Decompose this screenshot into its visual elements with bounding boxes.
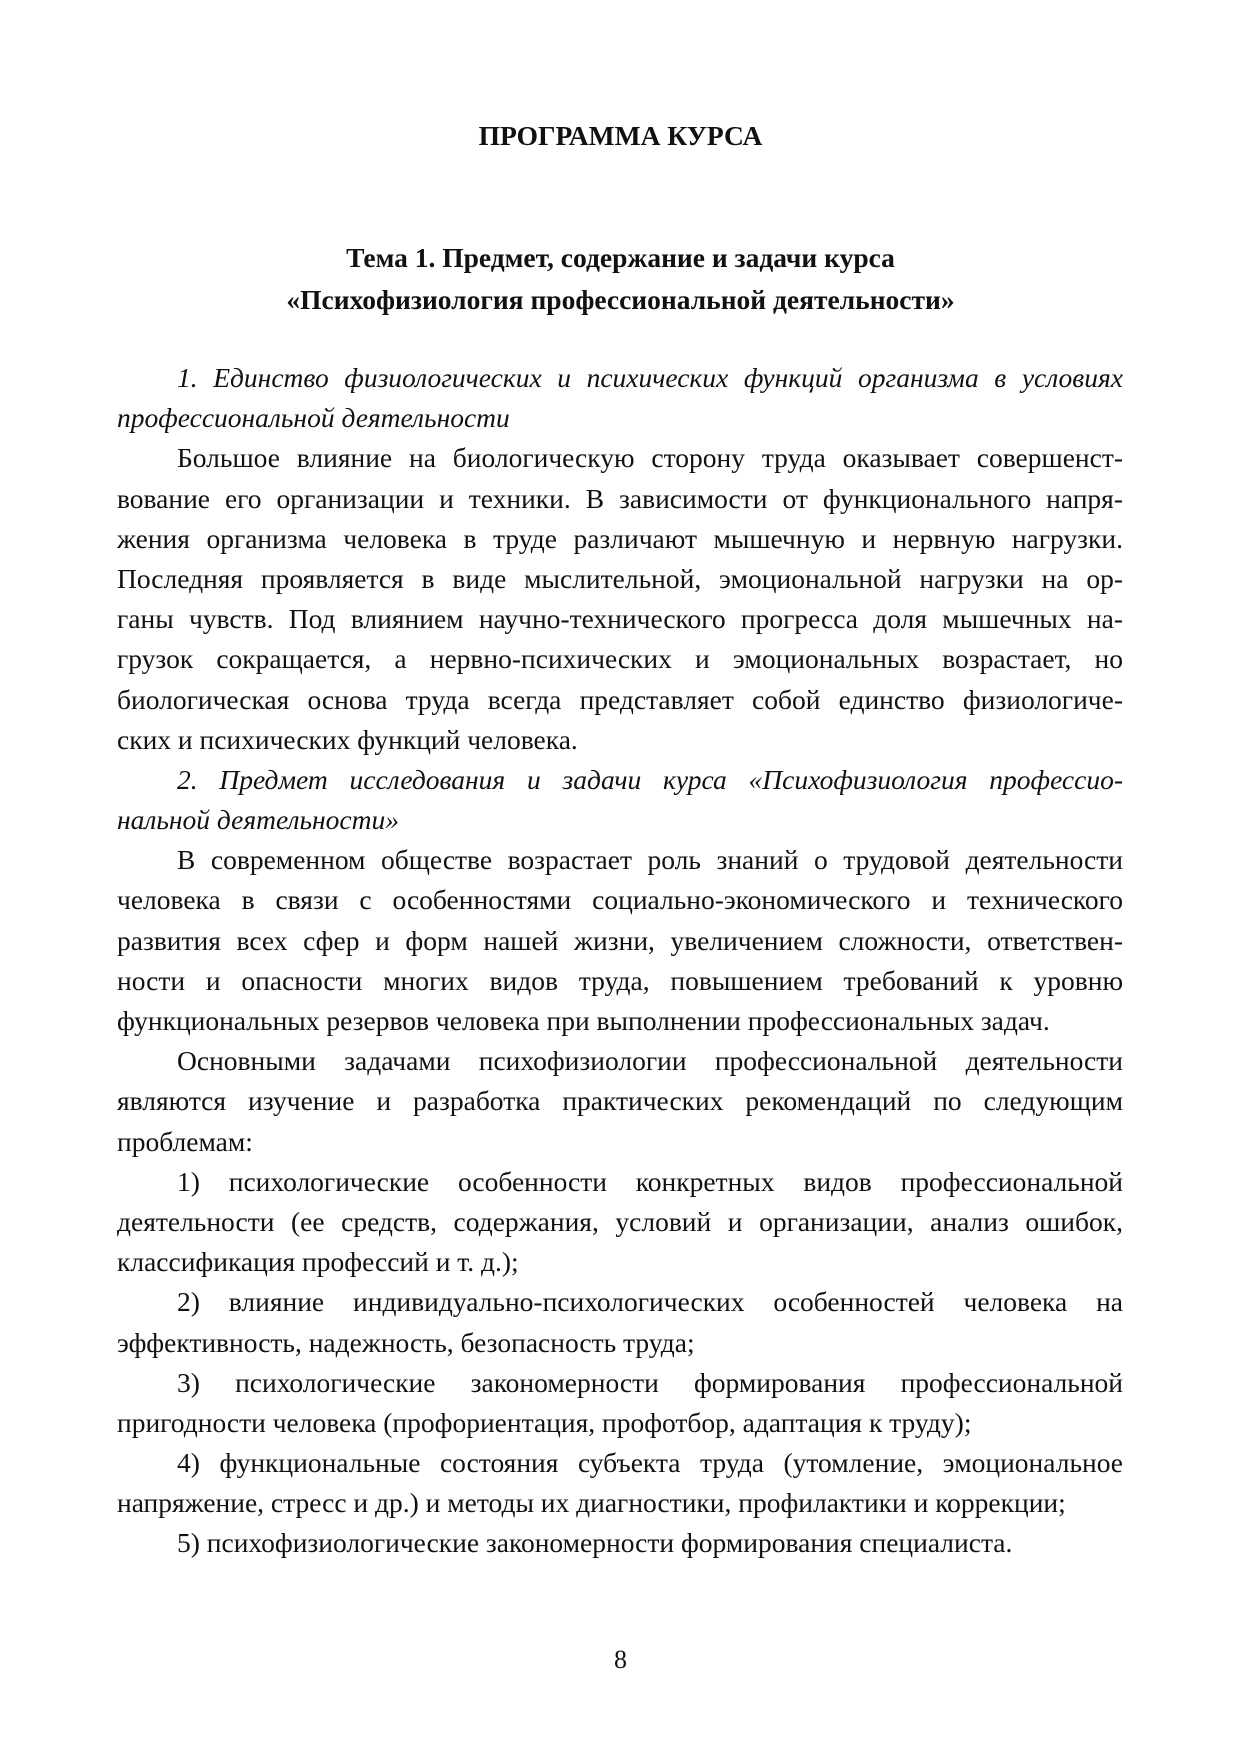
- text-line: Последняя проявляется в виде мыслительной, эмоциональной нагрузки на ор-: [117, 562, 1123, 594]
- document-body: [117, 358, 1123, 1564]
- paragraph: [117, 438, 1123, 760]
- paragraph: [117, 1443, 1123, 1523]
- topic-heading-line: «Психофизиология профессиональной деятельности»: [286, 284, 955, 315]
- text-line: пригодности человека (профориентация, профотбор, адаптация к труду);: [117, 1406, 972, 1438]
- text-line: 4) функциональные состояния субъекта труда (утомление, эмоциональное: [177, 1447, 1123, 1479]
- section-subheading: [117, 358, 1123, 438]
- text-line: нальной деятельности»: [117, 804, 399, 836]
- text-line: жения организма человека в труде различают мышечную и нервную нагрузки.: [117, 522, 1123, 554]
- paragraph: [117, 1162, 1123, 1283]
- text-line: функциональных резервов человека при выполнении профессиональных задач.: [117, 1005, 1050, 1036]
- paragraph: [117, 840, 1123, 1041]
- topic-heading: [0, 237, 1241, 321]
- topic-heading-line: Тема 1. Предмет, содержание и задачи курса: [346, 242, 895, 273]
- text-line: проблемам:: [117, 1125, 253, 1157]
- text-line: напряжение, стресс и др.) и методы их диагностики, профилактики и коррекции;: [117, 1487, 1066, 1519]
- text-line: грузок сокращается, а нервно-психических и эмоциональных возрастает, но: [117, 643, 1123, 675]
- text-line: являются изучение и разработка практических рекомендаций по следующим: [117, 1085, 1123, 1117]
- text-line: классификация профессий и т. д.);: [117, 1246, 519, 1278]
- text-line: вование его организации и техники. В зависимости от функционального напря-: [117, 482, 1123, 514]
- page-number: 8: [614, 1645, 627, 1674]
- paragraph: [117, 1363, 1123, 1443]
- text-line: ских и психических функций человека.: [117, 723, 578, 755]
- text-line: эффективность, надежность, безопасность труда;: [117, 1326, 695, 1358]
- paragraph: [117, 1523, 1123, 1563]
- text-line: В современном обществе возрастает роль знаний о трудовой деятельности: [177, 844, 1123, 876]
- text-line: человека в связи с особенностями социально-экономического и технического: [117, 884, 1123, 916]
- text-line: деятельности (ее средств, содержания, условий и организации, анализ ошибок,: [117, 1205, 1123, 1237]
- text-line: 5) психофизиологические закономерности формирования специалиста.: [177, 1527, 1013, 1559]
- text-line: 2. Предмет исследования и задачи курса «Психофизиология профессио-: [177, 763, 1123, 795]
- text-line: 2) влияние индивидуально-психологических особенностей человека на: [177, 1286, 1123, 1318]
- text-line: ганы чувств. Под влиянием научно-технического прогресса доля мышечных на-: [117, 603, 1123, 635]
- text-line: Большое влияние на биологическую сторону труда оказывает совершенст-: [177, 442, 1123, 474]
- text-line: биологическая основа труда всегда представляет собой единство физиологиче-: [117, 683, 1123, 715]
- text-line: 3) психологические закономерности формирования профессиональной: [177, 1366, 1123, 1398]
- paragraph: [117, 1282, 1123, 1362]
- section-subheading: [117, 760, 1123, 840]
- text-line: ности и опасности многих видов труда, повышением требований к уровню: [117, 964, 1123, 996]
- text-line: профессиональной деятельности: [117, 402, 510, 434]
- page-title: ПРОГРАММА КУРСА: [478, 120, 763, 151]
- paragraph: [117, 1041, 1123, 1162]
- text-line: 1. Единство физиологических и психических функций организма в условиях: [177, 362, 1123, 393]
- text-line: развития всех сфер и форм нашей жизни, увеличением сложности, ответствен-: [117, 924, 1123, 956]
- text-line: Основными задачами психофизиологии профессиональной деятельности: [177, 1045, 1123, 1077]
- text-line: 1) психологические особенности конкретных видов профессиональной: [177, 1165, 1123, 1197]
